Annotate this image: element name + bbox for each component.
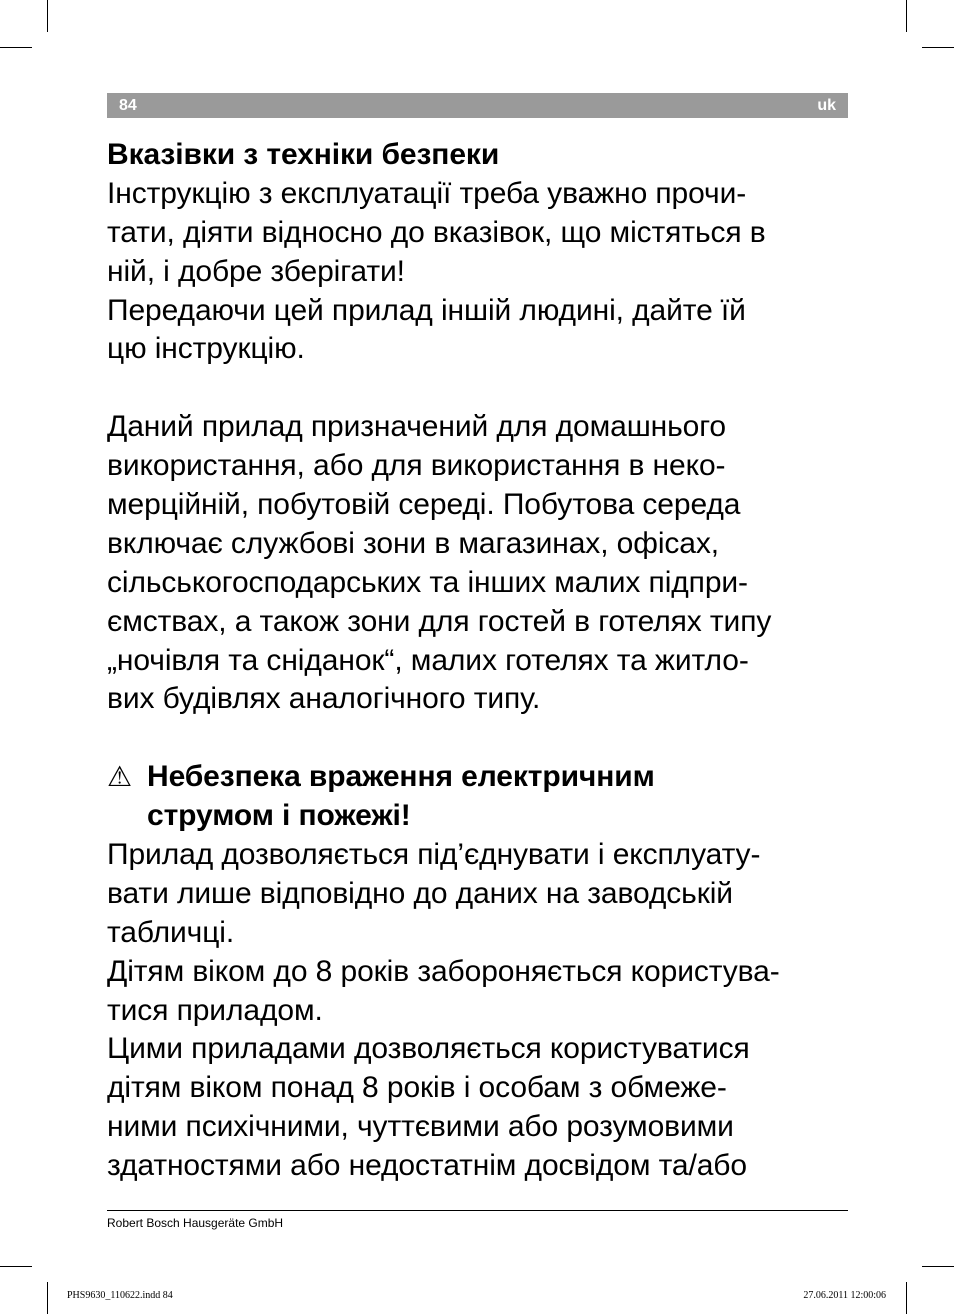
usage-line: сільськогосподарських та інших малих підпри- — [107, 565, 748, 599]
intro-line: цю інструкцію. — [107, 332, 305, 366]
crop-mark — [0, 47, 32, 48]
usage-line: Даний прилад призначений для домашнього — [107, 410, 727, 444]
usage-line: „ночівля та сніданок“, малих готелях та житло- — [107, 643, 749, 677]
warning-triangle-icon: ⚠ — [107, 761, 133, 793]
print-slug-datetime: 27.06.2011 12:00:06 — [803, 1290, 886, 1301]
language-code: uk — [817, 96, 836, 114]
crop-mark — [922, 47, 954, 48]
usage-line: включає службові зони в магазинах, офісах, — [107, 526, 720, 560]
warning-body-line: табличці. — [107, 915, 235, 949]
warning-body-line: тися приладом. — [107, 993, 323, 1027]
warning-title-line — [107, 758, 867, 797]
warning-body-line: ними психічними, чуттєвими або розумовими — [107, 1110, 734, 1144]
warning-body-line: Прилад дозволяється під’єднувати і експлуату- — [107, 838, 761, 872]
footer-rule — [107, 1210, 848, 1211]
print-slug-file: PHS9630_110622.indd 84 — [67, 1290, 173, 1301]
crop-mark — [906, 0, 907, 32]
crop-mark — [906, 1282, 907, 1314]
warning-body-line: Цими приладами дозволяється користуватися — [107, 1032, 750, 1066]
footer-company: Robert Bosch Hausgeräte GmbH — [107, 1216, 284, 1230]
warning-body-line: вати лише відповідно до даних на заводській — [107, 876, 733, 910]
intro-line: ній, і добре зберігати! — [107, 254, 405, 288]
intro-line: Інструкцію з експлуатації треба уважно прочи- — [107, 176, 747, 210]
paragraph-gap — [107, 369, 867, 408]
section-heading: Вказівки з техніки безпеки — [107, 138, 500, 171]
usage-line: використання, або для використання в неко- — [107, 449, 726, 483]
intro-line: тати, діяти відносно до вказівок, що містяться в — [107, 215, 766, 249]
crop-mark — [47, 1282, 48, 1314]
intro-line: Передаючи цей прилад іншій людині, дайте їй — [107, 293, 746, 327]
usage-line: ємствах, а також зони для гостей в готелях типу — [107, 604, 772, 638]
page-content — [107, 136, 867, 1186]
usage-line: вих будівлях аналогічного типу. — [107, 682, 541, 716]
paragraph-gap — [107, 719, 867, 758]
crop-mark — [922, 1266, 954, 1267]
warning-body-line: Дітям віком до 8 років забороняється користува- — [107, 954, 780, 988]
warning-title-text: Небезпека враження електричним — [147, 760, 655, 794]
crop-mark — [47, 0, 48, 32]
page-number: 84 — [119, 96, 137, 114]
warning-body-line: дітям віком понад 8 років і особам з обмеже- — [107, 1071, 727, 1105]
usage-line: мерційній, побутовій середі. Побутова середа — [107, 488, 741, 522]
page-header-bar — [107, 93, 848, 118]
crop-mark — [0, 1266, 32, 1267]
warning-title-line: струмом і пожежі! — [147, 799, 411, 833]
warning-body-line: здатностями або недостатнім досвідом та/або — [107, 1149, 747, 1183]
